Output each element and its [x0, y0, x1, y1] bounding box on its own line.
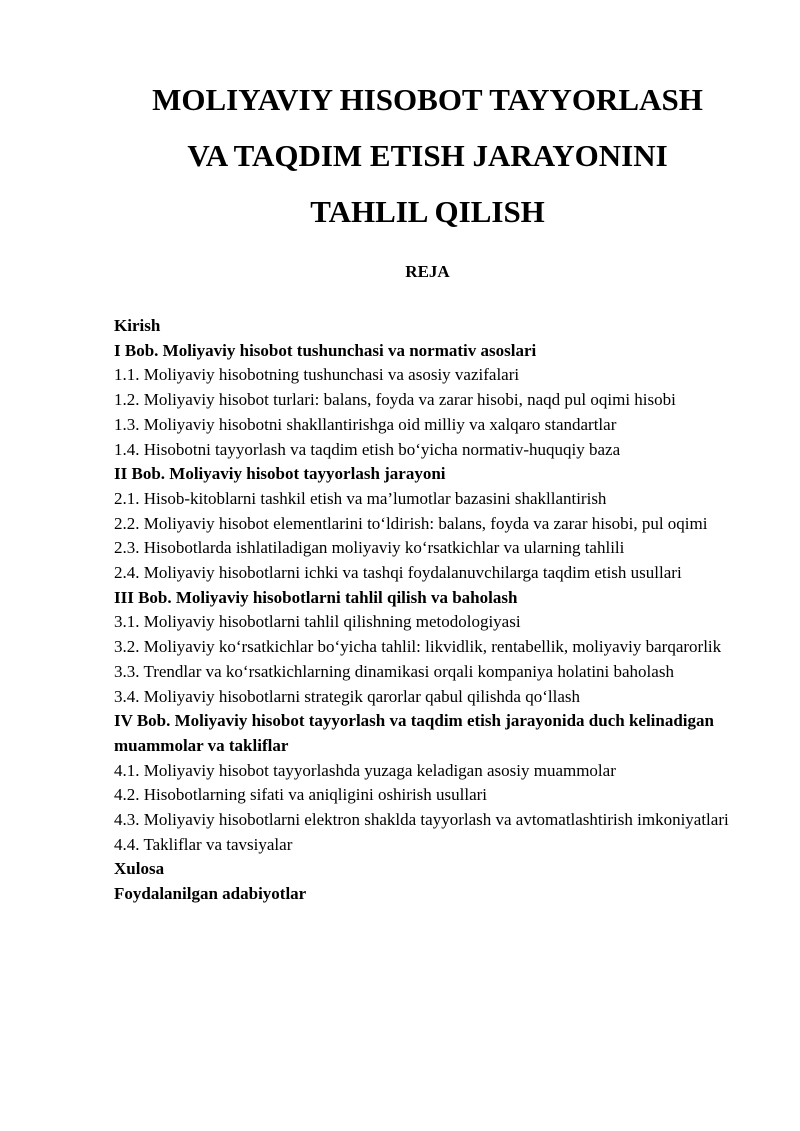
- toc-heading: Foydalanilgan adabiyotlar: [114, 884, 307, 904]
- toc-item: 2.3. Hisobotlarda ishlatiladigan moliyaviy ko‘rsatkichlar va ularning tahlili: [114, 538, 625, 558]
- toc-heading: IV Bob. Moliyaviy hisobot tayyorlash va taqdim etish jarayonida duch kelinadigan muammolar va takliflar: [114, 711, 714, 755]
- table-of-contents: [114, 314, 754, 907]
- plan-heading: REJA: [405, 262, 450, 281]
- toc-item: 3.4. Moliyaviy hisobotlarni strategik qarorlar qabul qilishda qo‘llash: [114, 686, 580, 706]
- document-title: [60, 72, 795, 240]
- toc-item: 4.1. Moliyaviy hisobot tayyorlashda yuzaga keladigan asosiy muammolar: [114, 760, 616, 780]
- toc-item: 2.1. Hisob-kitoblarni tashkil etish va ma’lumotlar bazasini shakllantirish: [114, 488, 607, 508]
- toc-heading: II Bob. Moliyaviy hisobot tayyorlash jarayoni: [114, 464, 446, 484]
- title-line-2: VA TAQDIM ETISH JARAYONINI: [187, 138, 668, 173]
- toc-item: 4.2. Hisobotlarning sifati va aniqligini oshirish usullari: [114, 785, 488, 805]
- title-line-3: TAHLIL QILISH: [310, 194, 545, 229]
- toc-item: 3.3. Trendlar va ko‘rsatkichlarning dinamikasi orqali kompaniya holatini baholash: [114, 661, 674, 681]
- toc-heading: III Bob. Moliyaviy hisobotlarni tahlil qilish va baholash: [114, 587, 518, 607]
- toc-heading: Kirish: [114, 316, 161, 335]
- toc-item: 1.3. Moliyaviy hisobotni shakllantirishga oid milliy va xalqaro standartlar: [114, 414, 617, 434]
- toc-item: 1.2. Moliyaviy hisobot turlari: balans, foyda va zarar hisobi, naqd pul oqimi hisobi: [114, 390, 676, 410]
- title-line-1: MOLIYAVIY HISOBOT TAYYORLASH: [152, 82, 703, 117]
- toc-item: 3.2. Moliyaviy ko‘rsatkichlar bo‘yicha tahlil: likvidlik, rentabellik, moliyaviy barqarorlik: [114, 637, 722, 657]
- toc-heading: Xulosa: [114, 859, 165, 879]
- toc-item: 4.4. Takliflar va tavsiyalar: [114, 834, 293, 854]
- toc-item: 1.1. Moliyaviy hisobotning tushunchasi va asosiy vazifalari: [114, 365, 520, 385]
- toc-item: 2.4. Moliyaviy hisobotlarni ichki va tashqi foydalanuvchilarga taqdim etish usullari: [114, 563, 682, 583]
- toc-item: 3.1. Moliyaviy hisobotlarni tahlil qilishning metodologiyasi: [114, 612, 521, 632]
- toc-item: 2.2. Moliyaviy hisobot elementlarini to‘ldirish: balans, foyda va zarar hisobi, pul oqimi: [114, 513, 708, 533]
- toc-item: 1.4. Hisobotni tayyorlash va taqdim etish bo‘yicha normativ-huquqiy baza: [114, 439, 621, 459]
- toc-item: 4.3. Moliyaviy hisobotlarni elektron shaklda tayyorlash va avtomatlashtirish imkoniyatlari: [114, 810, 729, 830]
- toc-heading: I Bob. Moliyaviy hisobot tushunchasi va normativ asoslari: [114, 340, 537, 360]
